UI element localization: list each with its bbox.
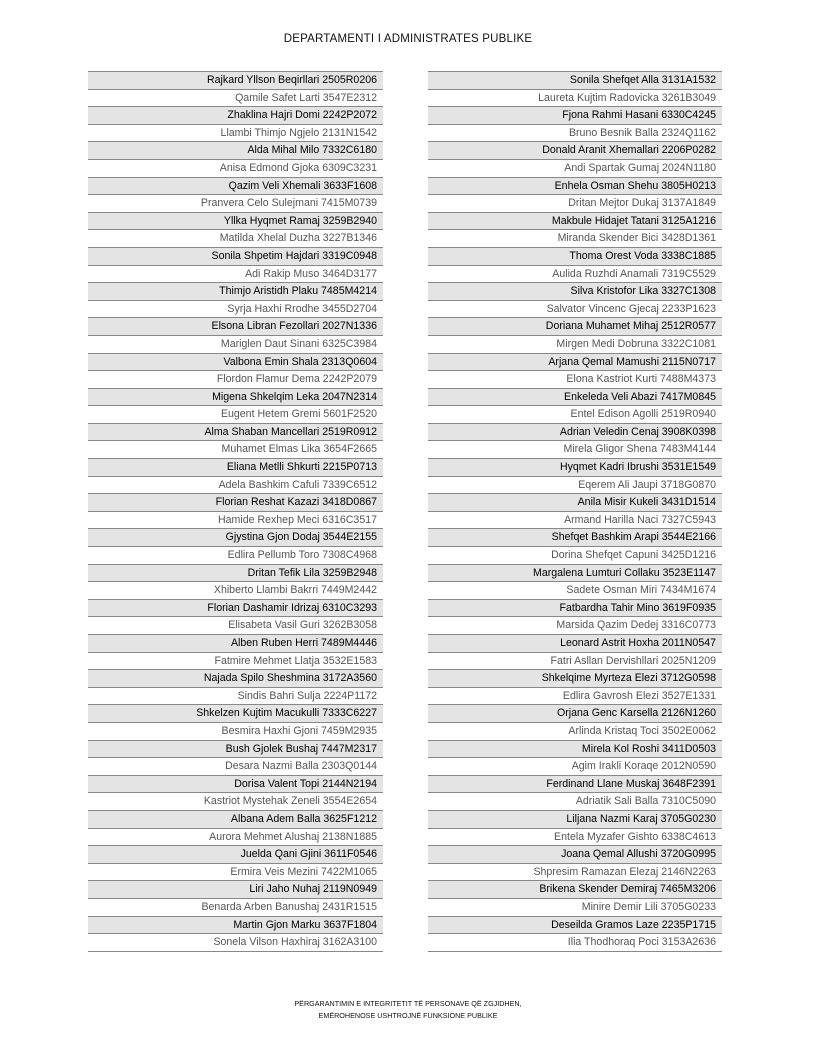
list-item: Miranda Skender Bici 3428D1361 — [428, 230, 722, 248]
footer — [0, 998, 816, 1022]
list-item: Fatri Asllan Dervishllari 2025N1209 — [428, 653, 722, 671]
list-item: Brikena Skender Demiraj 7465M3206 — [428, 881, 722, 899]
list-item: Sonila Shpetim Hajdari 3319C0948 — [88, 248, 383, 266]
list-item: Adi Rakip Muso 3464D3177 — [88, 266, 383, 284]
list-item: Orjana Genc Karsella 2126N1260 — [428, 705, 722, 723]
list-item: Margalena Lumturi Collaku 3523E1147 — [428, 565, 722, 583]
list-item: Liri Jaho Nuhaj 2119N0949 — [88, 881, 383, 899]
list-item: Fatbardha Tahir Mino 3619F0935 — [428, 600, 722, 618]
list-item: Besmira Haxhi Gjoni 7459M2935 — [88, 723, 383, 741]
list-item: Mirela Kol Roshi 3411D0503 — [428, 741, 722, 759]
list-item: Muhamet Elmas Lika 3654F2665 — [88, 441, 383, 459]
list-item: Entel Edison Agolli 2519R0940 — [428, 406, 722, 424]
list-item: Sonila Shefqet Alla 3131A1532 — [428, 72, 722, 90]
list-item: Sadete Osman Miri 7434M1674 — [428, 582, 722, 600]
list-item: Fjona Rahmi Hasani 6330C4245 — [428, 107, 722, 125]
list-item: Makbule Hidajet Tatani 3125A1216 — [428, 213, 722, 231]
list-item: Hamide Rexhep Meci 6316C3517 — [88, 512, 383, 530]
list-item: Benarda Arben Banushaj 2431R1515 — [88, 899, 383, 917]
list-item: Anila Misir Kukeli 3431D1514 — [428, 494, 722, 512]
list-item: Alma Shaban Mancellari 2519R0912 — [88, 424, 383, 442]
list-item: Shkelqime Myrteza Elezi 3712G0598 — [428, 670, 722, 688]
list-item: Aurora Mehmet Alushaj 2138N1885 — [88, 829, 383, 847]
list-item: Thoma Orest Voda 3338C1885 — [428, 248, 722, 266]
list-item: Mariglen Daut Sinani 6325C3984 — [88, 336, 383, 354]
list-item: Martin Gjon Marku 3637F1804 — [88, 917, 383, 935]
list-item: Agim Irakli Koraqe 2012N0590 — [428, 758, 722, 776]
list-item: Minire Demir Lili 3705G0233 — [428, 899, 722, 917]
page-title: DEPARTAMENTI I ADMINISTRATES PUBLIKE — [283, 33, 533, 45]
list-item: Armand Harilla Naci 7327C5943 — [428, 512, 722, 530]
list-item: Najada Spilo Sheshmina 3172A3560 — [88, 670, 383, 688]
list-item: Kastriot Mystehak Zeneli 3554E2654 — [88, 793, 383, 811]
footer-line-1: PËRGARANTIMIN E INTEGRITETIT TË PERSONAVE QË ZGJIDHEN, — [294, 999, 522, 1008]
list-item: Bruno Besnik Balla 2324Q1162 — [428, 125, 722, 143]
list-item: Flordon Flamur Dema 2242P2079 — [88, 371, 383, 389]
list-item: Liljana Nazmi Karaj 3705G0230 — [428, 811, 722, 829]
list-item: Dorina Shefqet Capuni 3425D1216 — [428, 547, 722, 565]
list-item: Pranvera Celo Sulejmani 7415M0739 — [88, 195, 383, 213]
list-item: Dritan Mejtor Dukaj 3137A1849 — [428, 195, 722, 213]
list-item: Edlira Gavrosh Elezi 3527E1331 — [428, 688, 722, 706]
list-item: Thimjo Aristidh Plaku 7485M4214 — [88, 283, 383, 301]
list-item: Elsona Libran Fezollari 2027N1336 — [88, 318, 383, 336]
list-item: Adela Bashkim Cafuli 7339C6512 — [88, 477, 383, 495]
list-item: Bush Gjolek Bushaj 7447M2317 — [88, 741, 383, 759]
list-item: Entela Myzafer Gishto 6338C4613 — [428, 829, 722, 847]
list-item: Deseilda Gramos Laze 2235P1715 — [428, 917, 722, 935]
list-item: Shpresim Ramazan Elezaj 2146N2263 — [428, 864, 722, 882]
list-item: Arjana Qemal Mamushi 2115N0717 — [428, 354, 722, 372]
list-item: Florian Reshat Kazazi 3418D0867 — [88, 494, 383, 512]
list-item: Juelda Qani Gjini 3611F0546 — [88, 846, 383, 864]
list-item: Qazim Veli Xhemali 3633F1608 — [88, 178, 383, 196]
list-item: Leonard Astrit Hoxha 2011N0547 — [428, 635, 722, 653]
list-item: Xhiberto Llambi Bakrri 7449M2442 — [88, 582, 383, 600]
list-item: Valbona Emin Shala 2313Q0604 — [88, 354, 383, 372]
list-item: Eugent Hetem Gremi 5601F2520 — [88, 406, 383, 424]
list-item: Arlinda Kristaq Toci 3502E0062 — [428, 723, 722, 741]
list-item: Mirgen Medi Dobruna 3322C1081 — [428, 336, 722, 354]
list-item: Eqerem Ali Jaupi 3718G0870 — [428, 477, 722, 495]
list-item: Laureta Kujtim Radovicka 3261B3049 — [428, 90, 722, 108]
list-item: Mirela Gligor Shena 7483M4144 — [428, 441, 722, 459]
list-item: Albana Adem Balla 3625F1212 — [88, 811, 383, 829]
list-item: Silva Kristofor Lika 3327C1308 — [428, 283, 722, 301]
list-item: Aulida Ruzhdi Anamali 7319C5529 — [428, 266, 722, 284]
list-item: Llambi Thimjo Ngjelo 2131N1542 — [88, 125, 383, 143]
list-item: Matilda Xhelal Duzha 3227B1346 — [88, 230, 383, 248]
list-item: Qamile Safet Larti 3547E2312 — [88, 90, 383, 108]
footer-line-2: EMËROHENOSE USHTROJNË FUNKSIONE PUBLIKE — [318, 1011, 498, 1020]
list-item: Fatmire Mehmet Llatja 3532E1583 — [88, 653, 383, 671]
left-name-list — [88, 71, 383, 952]
list-item: Marsida Qazim Dedej 3316C0773 — [428, 617, 722, 635]
list-item: Alben Ruben Herri 7489M4446 — [88, 635, 383, 653]
list-item: Enkeleda Veli Abazi 7417M0845 — [428, 389, 722, 407]
list-item: Syrja Haxhi Rrodhe 3455D2704 — [88, 301, 383, 319]
list-item: Ermira Veis Mezini 7422M1065 — [88, 864, 383, 882]
list-item: Enhela Osman Shehu 3805H0213 — [428, 178, 722, 196]
list-item: Adriatik Sali Balla 7310C5090 — [428, 793, 722, 811]
list-item: Sonela Vilson Haxhiraj 3162A3100 — [88, 934, 383, 952]
list-item: Donald Aranit Xhemallari 2206P0282 — [428, 142, 722, 160]
list-item: Shkelzen Kujtim Macukulli 7333C6227 — [88, 705, 383, 723]
list-item: Salvator Vincenc Gjecaj 2233P1623 — [428, 301, 722, 319]
list-item: Andi Spartak Gumaj 2024N1180 — [428, 160, 722, 178]
list-item: Ferdinand Llane Muskaj 3648F2391 — [428, 776, 722, 794]
list-item: Migena Shkelqim Leka 2047N2314 — [88, 389, 383, 407]
list-item: Eliana Metlli Shkurti 2215P0713 — [88, 459, 383, 477]
list-item: Elona Kastriot Kurti 7488M4373 — [428, 371, 722, 389]
list-item: Gjystina Gjon Dodaj 3544E2155 — [88, 529, 383, 547]
list-item: Florian Dashamir Idrizaj 6310C3293 — [88, 600, 383, 618]
list-item: Joana Qemal Allushi 3720G0995 — [428, 846, 722, 864]
list-item: Alda Mihal Milo 7332C6180 — [88, 142, 383, 160]
list-item: Yllka Hyqmet Ramaj 3259B2940 — [88, 213, 383, 231]
list-item: Zhaklina Hajri Domi 2242P2072 — [88, 107, 383, 125]
list-item: Shefqet Bashkim Arapi 3544E2166 — [428, 529, 722, 547]
list-item: Rajkard Yllson Beqirllari 2505R0206 — [88, 72, 383, 90]
list-item: Dorisa Valent Topi 2144N2194 — [88, 776, 383, 794]
list-item: Adrian Veledin Cenaj 3908K0398 — [428, 424, 722, 442]
list-item: Anisa Edmond Gjoka 6309C3231 — [88, 160, 383, 178]
list-item: Desara Nazmi Balla 2303Q0144 — [88, 758, 383, 776]
list-item: Dritan Tefik Lila 3259B2948 — [88, 565, 383, 583]
list-item: Elisabeta Vasil Guri 3262B3058 — [88, 617, 383, 635]
list-item: Hyqmet Kadri Ibrushi 3531E1549 — [428, 459, 722, 477]
list-item: Ilia Thodhoraq Poci 3153A2636 — [428, 934, 722, 952]
right-name-list — [428, 71, 722, 952]
list-item: Doriana Muhamet Mihaj 2512R0577 — [428, 318, 722, 336]
list-item: Edlira Pellumb Toro 7308C4968 — [88, 547, 383, 565]
list-item: Sindis Bahri Sulja 2224P1172 — [88, 688, 383, 706]
